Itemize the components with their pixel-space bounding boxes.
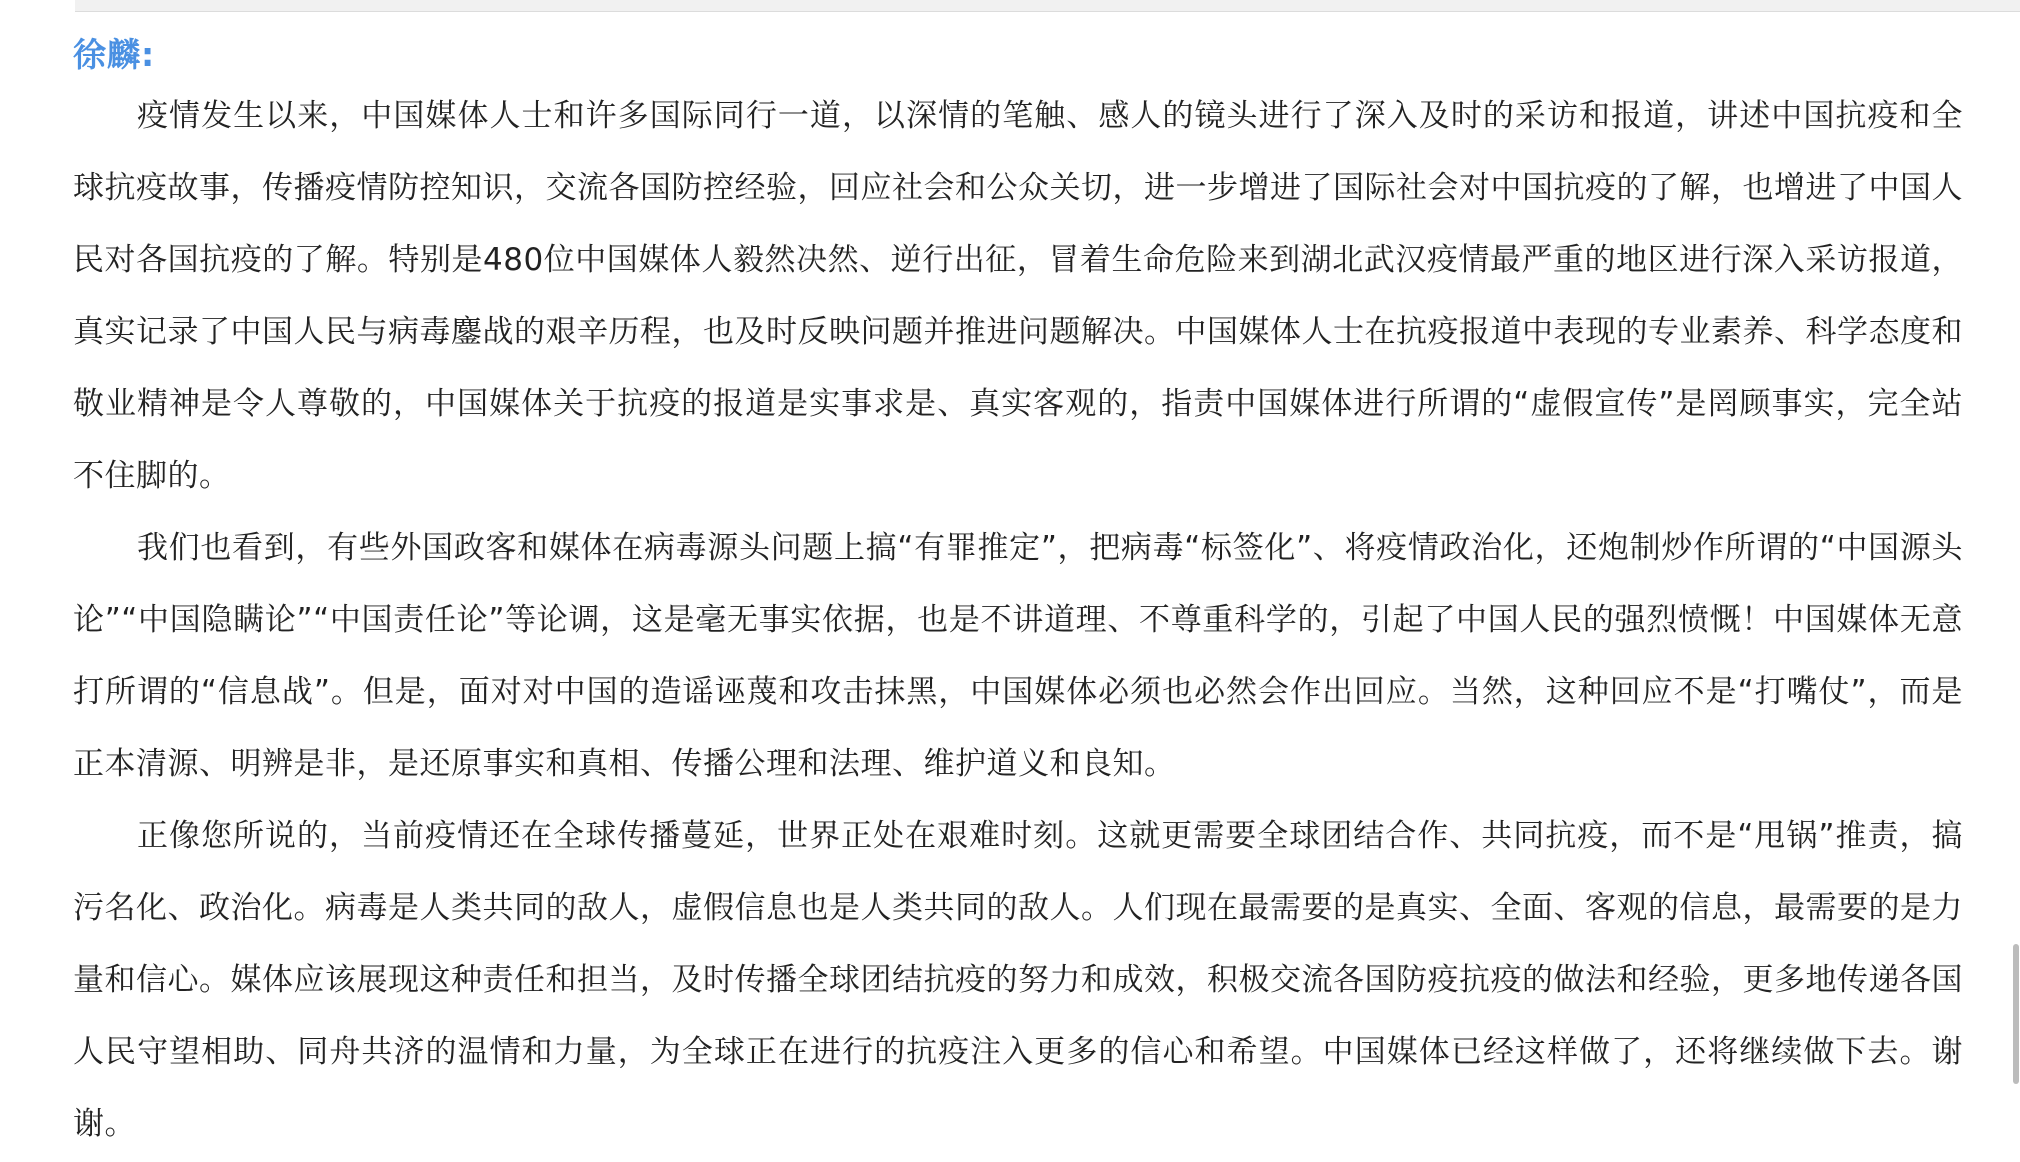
scrollbar-thumb[interactable] [2013,944,2019,1084]
speaker-name: 徐麟: [73,35,156,74]
paragraph-2: 我们也看到，有些外国政客和媒体在病毒源头问题上搞“有罪推定”，把病毒“标签化”、将疫情政治化，还炮制炒作所谓的“中国源头论”“中国隐瞒论”“中国责任论”等论调，这是毫无事实依据，也是不讲道理、不尊重科学的，引起了中国人民的强烈愤慨！中国媒体无意打所谓的“信息战”。但是，面对对中国的造谣诬蔑和攻击抹黑，中国媒体必须也必然会作出回应。当然，这种回应不是“打嘴仗”，而是正本清源、明辨是非，是还原事实和真相、传播公理和法理、维护道义和良知。 [73,530,1963,782]
vertical-scrollbar[interactable] [2012,0,2020,1162]
top-divider [75,0,2020,12]
article-body [73,30,1963,1142]
paragraph-1: 疫情发生以来，中国媒体人士和许多国际同行一道，以深情的笔触、感人的镜头进行了深入及时的采访和报道，讲述中国抗疫和全球抗疫故事，传播疫情防控知识，交流各国防控经验，回应社会和公众关切，进一步增进了国际社会对中国抗疫的了解，也增进了中国人民对各国抗疫的了解。特别是480位中国媒体人毅然决然、逆行出征，冒着生命危险来到湖北武汉疫情最严重的地区进行深入采访报道，真实记录了中国人民与病毒鏖战的艰辛历程，也及时反映问题并推进问题解决。中国媒体人士在抗疫报道中表现的专业素养、科学态度和敬业精神是令人尊敬的，中国媒体关于抗疫的报道是实事求是、真实客观的，指责中国媒体进行所谓的“虚假宣传”是罔顾事实，完全站不住脚的。 [73,98,1963,494]
paragraph-3: 正像您所说的，当前疫情还在全球传播蔓延，世界正处在艰难时刻。这就更需要全球团结合作、共同抗疫，而不是“甩锅”推责，搞污名化、政治化。病毒是人类共同的敌人，虚假信息也是人类共同的敌人。人们现在最需要的是真实、全面、客观的信息，最需要的是力量和信心。媒体应该展现这种责任和担当，及时传播全球团结抗疫的努力和成效，积极交流各国防疫抗疫的做法和经验，更多地传递各国人民守望相助、同舟共济的温情和力量，为全球正在进行的抗疫注入更多的信心和希望。中国媒体已经这样做了，还将继续做下去。谢谢。 [73,818,1963,1142]
